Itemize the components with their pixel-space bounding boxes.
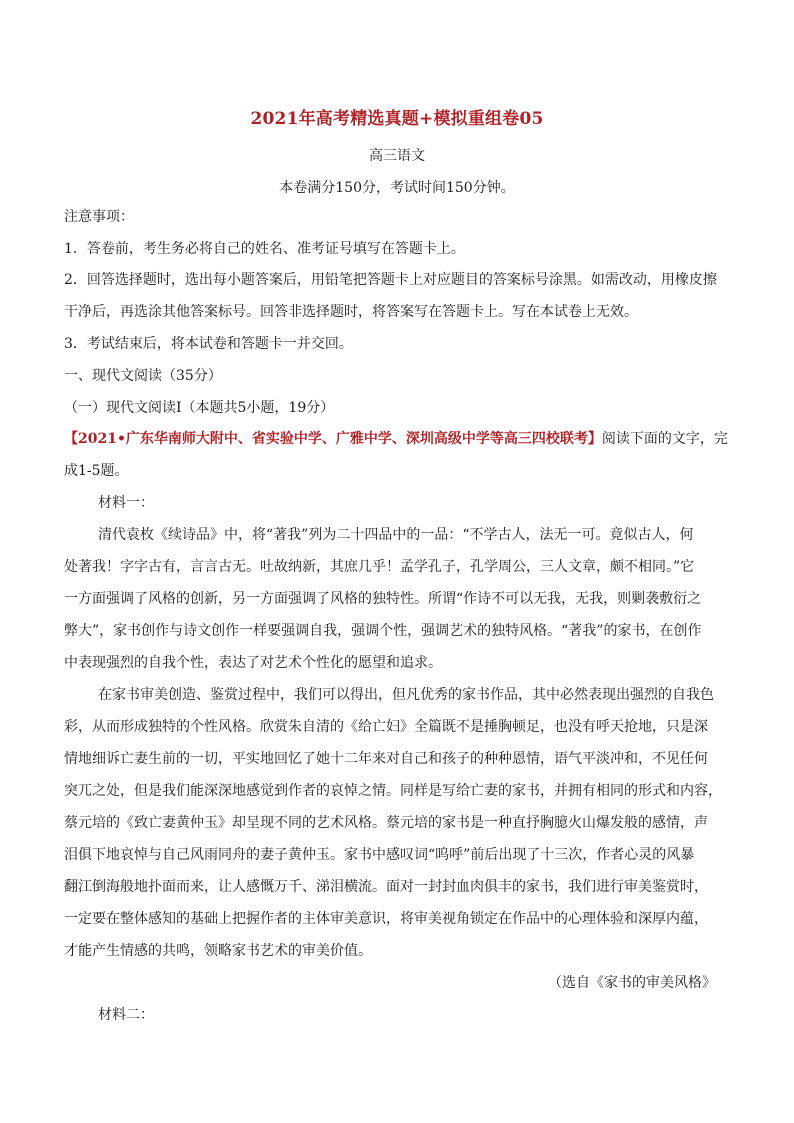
question-source-tag: 【2021•广东华南师大附中、省实验中学、广雅中学、深圳高级中学等高三四校联考】: [64, 431, 602, 447]
subsection-heading: （一）现代文阅读Ⅰ（本题共5小题，19分）: [64, 400, 335, 416]
note-item-3: 3．考试结束后，将本试卷和答题卡一并交回。: [64, 336, 353, 352]
material-1-source: （选自《家书的审美风格》: [548, 975, 716, 991]
paragraph-line: 泪俱下地哀悼与自己风雨同舟的妻子黄仲玉。家书中感叹词“呜呼”前后出现了十三次，作者心灵的风暴: [64, 847, 695, 863]
paragraph-line: 蔡元培的《致亡妻黄仲玉》却呈现不同的艺术风格。蔡元培的家书是一种直抒胸臆火山爆发般的感情，声: [64, 815, 708, 831]
paragraph-line: 中表现强烈的自我个性，表达了对艺术个性化的愿望和追求。: [64, 655, 442, 671]
subject-line: 高三语文: [369, 148, 425, 164]
section-heading: 一、现代文阅读（35分）: [64, 368, 222, 384]
note-item-2-line-2: 干净后，再选涂其他答案标号。回答非选择题时，将答案写在答题卡上。写在本试卷上无效。: [64, 304, 638, 320]
paragraph-line: 清代袁枚《续诗品》中，将“著我”列为二十四品中的一品：“不学古人，法无一可。竟似古人，何: [98, 527, 694, 543]
notes-heading: 注意事项：: [64, 209, 134, 225]
note-item-2-line-1: 2．回答选择题时，选出每小题答案后，用铅笔把答题卡上对应题目的答案标号涂黑。如需改动，用橡皮擦: [64, 272, 717, 288]
document-title: 2021年高考精选真题+模拟重组卷05: [250, 109, 544, 129]
paragraph-line: 一方面强调了风格的创新，另一方面强调了风格的独特性。所谓“作诗不可以无我，无我，则剿袭敷衍之: [64, 591, 702, 607]
paragraph-line: 弊大”，家书创作与诗文创作一样要强调自我，强调个性，强调艺术的独特风格。“著我”的家书，在创作: [64, 623, 702, 639]
paragraph-line: 彩，从而形成独特的个性风格。欣赏朱自清的《给亡妇》全篇既不是捶胸顿足，也没有呼天抢地，只是深: [64, 719, 708, 735]
question-source-line: [64, 429, 728, 449]
material-2-label: 材料二：: [98, 1007, 154, 1023]
paragraph-line: 在家书审美创造、鉴赏过程中，我们可以得出，但凡优秀的家书作品，其中必然表现出强烈的自我色: [98, 687, 714, 703]
material-1-label: 材料一：: [98, 495, 154, 511]
paragraph-line: 一定要在整体感知的基础上把握作者的主体审美意识，将审美视角锁定在作品中的心理体验和深厚内蕴，: [64, 911, 708, 927]
note-item-1: 1．答卷前，考生务必将自己的姓名、准考证号填写在答题卡上。: [64, 241, 465, 257]
instruction-text: 阅读下面的文字，完: [601, 431, 728, 447]
paragraph-line: 情地细诉亡妻生前的一切，平实地回忆了她十二年来对自己和孩子的种种恩情，语气平淡冲和，不见任何: [64, 751, 708, 767]
paragraph-line: 突兀之处，但是我们能深深地感觉到作者的哀悼之情。同样是写给亡妻的家书，并拥有相同的形式和内容，: [64, 783, 722, 799]
exam-info: 本卷满分150分，考试时间150分钟。: [279, 180, 515, 196]
paragraph-line: 才能产生情感的共鸣，领略家书艺术的审美价值。: [64, 943, 372, 959]
paragraph-line: 处著我！字字古有，言言古无。吐故纳新，其庶几乎！孟学孔子，孔学周公，三人文章，颇不相同。”它: [64, 559, 695, 575]
instruction-line-2: 成1-5题。: [64, 463, 129, 479]
paragraph-line: 翻江倒海般地扑面而来，让人感慨万千、涕泪横流。面对一封封血肉俱丰的家书，我们进行审美鉴赏时，: [64, 879, 708, 895]
